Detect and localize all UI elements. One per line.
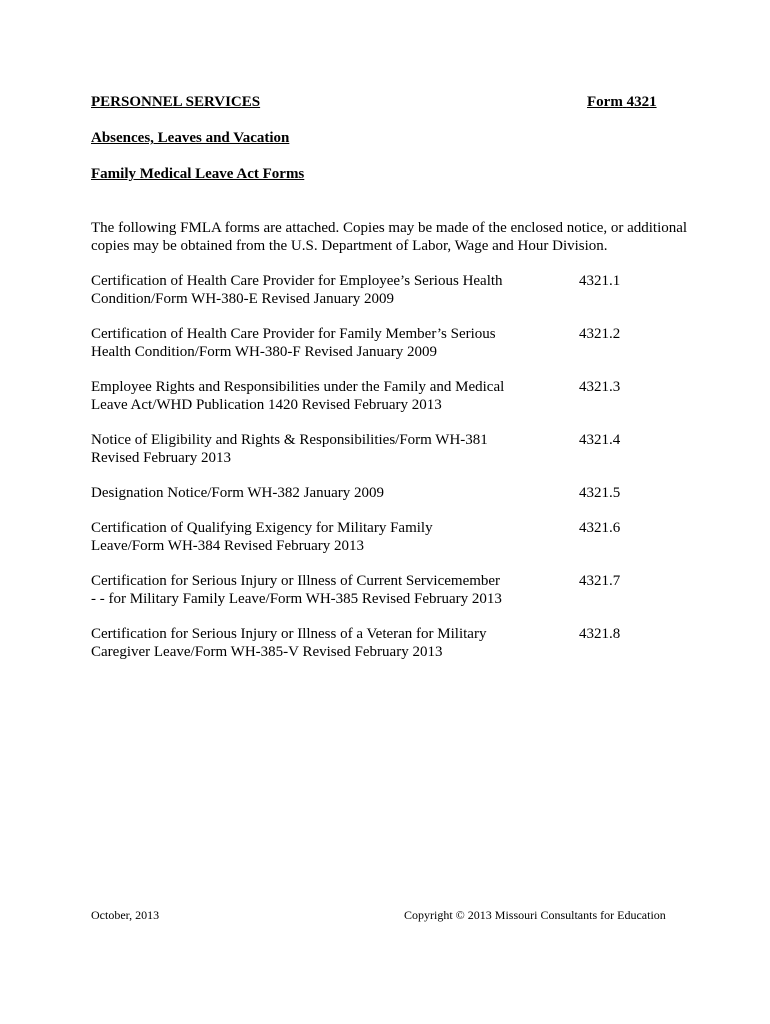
form-list-item xyxy=(91,272,651,325)
form-item-number: 4321.6 xyxy=(579,520,621,536)
forms-list xyxy=(91,272,651,678)
form-item-number: 4321.1 xyxy=(579,273,621,289)
form-title: Certification for Serious Injury or Illness of a Veteran for Military Caregiver Leave/Form WH-385-V Revised February 2013 xyxy=(91,626,487,660)
form-list-item xyxy=(91,431,651,484)
form-list-item xyxy=(91,625,651,678)
form-title: Employee Rights and Responsibilities under the Family and Medical Leave Act/WHD Publication 1420 Revised February 2013 xyxy=(91,379,505,413)
document-title: Family Medical Leave Act Forms xyxy=(91,166,305,182)
footer-copyright: Copyright © 2013 Missouri Consultants for Education xyxy=(404,908,666,922)
form-item-number: 4321.3 xyxy=(579,379,621,395)
footer-date: October, 2013 xyxy=(91,908,160,922)
form-item-number: 4321.5 xyxy=(579,485,621,501)
form-item-number: 4321.8 xyxy=(579,626,621,642)
form-title: Certification of Qualifying Exigency for Military Family Leave/Form WH-384 Revised February 2013 xyxy=(91,520,433,554)
form-label: Form xyxy=(587,94,623,110)
form-title: Certification of Health Care Provider for Family Member’s Serious Health Condition/Form WH-380-F Revised January 2009 xyxy=(91,326,496,360)
form-item-number: 4321.7 xyxy=(579,573,621,589)
form-title: Certification of Health Care Provider for Employee’s Serious Health Condition/Form WH-380-E Revised January 2009 xyxy=(91,273,503,307)
form-title: Designation Notice/Form WH-382 January 2009 xyxy=(91,485,385,501)
form-item-number: 4321.4 xyxy=(579,432,621,448)
form-title: Certification for Serious Injury or Illness of Current Servicemember - - for Military Family Leave/Form WH-385 Revised February 2013 xyxy=(91,573,502,607)
form-list-item xyxy=(91,378,651,431)
form-list-item xyxy=(91,484,651,519)
section-heading: PERSONNEL SERVICES xyxy=(91,94,261,110)
intro-paragraph: The following FMLA forms are attached. Copies may be made of the enclosed notice, or additional copies may be obtained from the U.S. Department of Labor, Wage and Hour Division. xyxy=(91,220,688,254)
form-number: 4321 xyxy=(626,94,657,110)
form-title: Notice of Eligibility and Rights & Responsibilities/Form WH-381 Revised February 2013 xyxy=(91,432,488,466)
form-item-number: 4321.2 xyxy=(579,326,621,342)
form-list-item xyxy=(91,572,651,625)
form-list-item xyxy=(91,519,651,572)
form-number-heading xyxy=(587,94,657,111)
form-list-item xyxy=(91,325,651,378)
policy-subtitle: Absences, Leaves and Vacation xyxy=(91,130,290,146)
